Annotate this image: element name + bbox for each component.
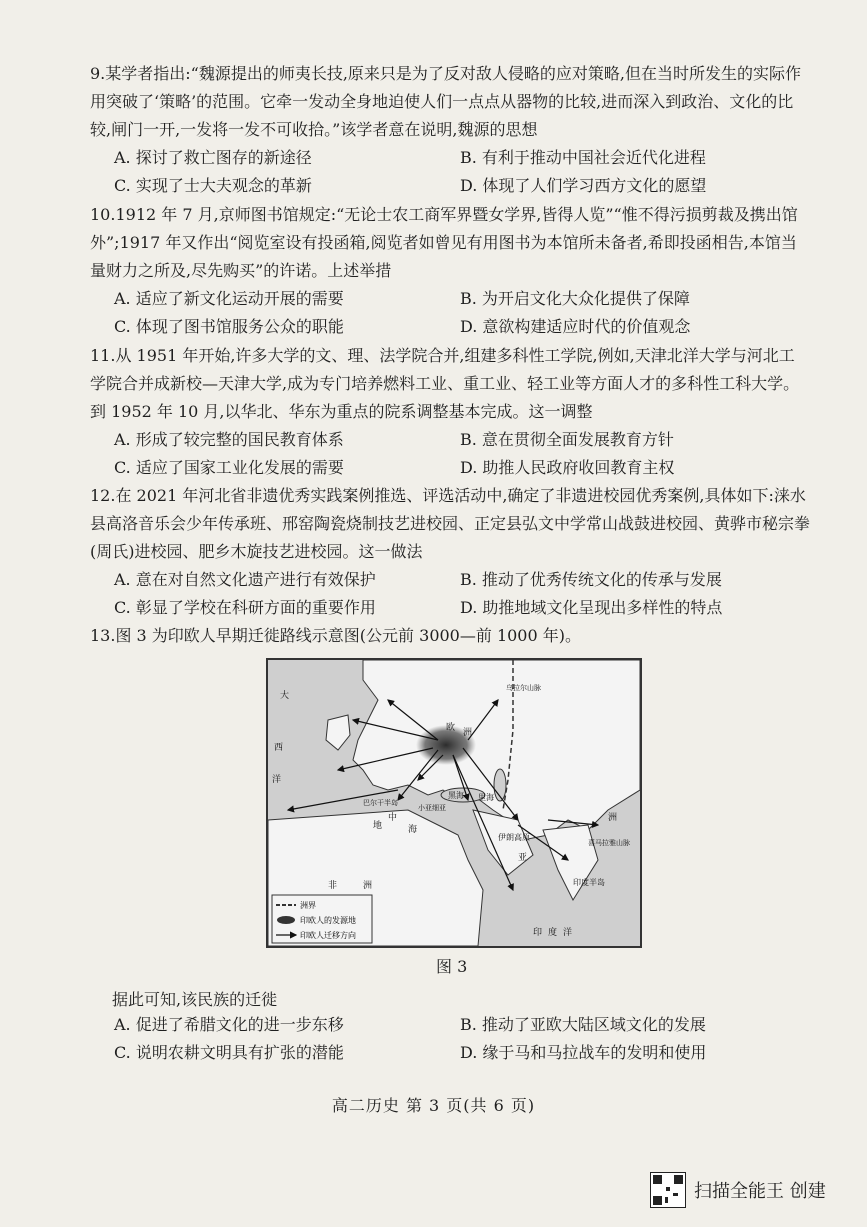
question-stem: 10.1912 年 7 月,京师图书馆规定:“无论士农工商军界暨女学界,皆得人览”“惟不得污损剪裁及携出馆外”;1917 年又作出“阅览室设有投函箱,阅览者如曾见有用图书为本馆所未备者,希即投函相告,本馆当量财力之所及,尽先购买”的许诺。上述举措 <box>90 205 798 280</box>
option-c[interactable]: C. 适应了国家工业化发展的需要 <box>114 458 344 477</box>
migration-map <box>266 658 642 948</box>
map-label: 小亚细亚 <box>418 804 446 812</box>
map-label: 里海 <box>478 793 494 802</box>
map-label: 洲 <box>463 728 473 738</box>
option-d[interactable]: D. 助推地域文化呈现出多样性的特点 <box>460 598 723 617</box>
map-label: 地 <box>373 821 383 831</box>
option-b[interactable]: B. 推动了优秀传统文化的传承与发展 <box>460 570 722 589</box>
map-label: 印度半岛 <box>573 878 605 887</box>
option-a[interactable]: A. 促进了希腊文化的进一步东移 <box>114 1015 344 1034</box>
option-b[interactable]: B. 意在贯彻全面发展教育方针 <box>460 430 674 449</box>
qr-code-icon <box>650 1172 686 1208</box>
map-label: 度 <box>548 928 558 938</box>
figure-caption: 图 3 <box>436 957 468 976</box>
origin-legend-swatch <box>277 916 295 924</box>
question-12 <box>90 482 810 622</box>
question-follow-up: 据此可知,该民族的迁徙 <box>112 990 278 1009</box>
legend-label: 印欧人迁移方向 <box>300 931 356 940</box>
scanner-watermark <box>650 1172 826 1208</box>
scanner-label: 扫描全能王 创建 <box>694 1181 826 1202</box>
question-13 <box>90 622 810 650</box>
option-row <box>90 172 810 200</box>
option-c[interactable]: C. 体现了图书馆服务公众的职能 <box>114 317 344 336</box>
map-label: 伊朗高原 <box>498 833 530 842</box>
map-label: 西 <box>274 743 284 753</box>
question-stem: 11.从 1951 年开始,许多大学的文、理、法学院合并,组建多科性工学院,例如,天津北洋大学与河北工学院合并成新校—天津大学,成为专门培养燃料工业、重工业、轻工业等方面人才的多科性工科大学。到 1952 年 10 月,以华北、华东为重点的院系调整基本完成。这一调整 <box>90 346 800 421</box>
option-c[interactable]: C. 实现了士大夫观念的革新 <box>114 176 312 195</box>
question-stem: 9.某学者指出:“魏源提出的师夷长技,原来只是为了反对敌人侵略的应对策略,但在当时所发生的实际作用突破了‘策略’的范围。它牵一发动全身地迫使人们一点点从器物的比较,进而深入到政治、文化的比较,闸门一开,一发将一发不可收拾。”该学者意在说明,魏源的思想 <box>90 64 802 139</box>
question-11 <box>90 342 810 482</box>
map-legend <box>272 895 372 943</box>
legend-label: 洲界 <box>300 901 316 910</box>
option-row <box>90 1012 810 1040</box>
option-b[interactable]: B. 为开启文化大众化提供了保障 <box>460 289 690 308</box>
option-d[interactable]: D. 意欲构建适应时代的价值观念 <box>460 317 691 336</box>
option-c[interactable]: C. 说明农耕文明具有扩张的潜能 <box>114 1043 344 1062</box>
map-label: 洋 <box>563 928 573 938</box>
map-label: 黑海 <box>448 791 464 800</box>
map-label: 洋 <box>272 775 282 785</box>
option-row <box>90 144 810 172</box>
map-label: 印 <box>533 928 543 938</box>
map-label: 洲 <box>363 881 373 891</box>
option-d[interactable]: D. 助推人民政府收回教育主权 <box>460 458 675 477</box>
option-row <box>90 285 810 313</box>
option-d[interactable]: D. 缘于马和马拉战车的发明和使用 <box>460 1043 707 1062</box>
map-label: 喜马拉雅山脉 <box>588 839 630 847</box>
map-label: 大 <box>280 691 290 701</box>
map-label: 海 <box>408 825 418 835</box>
map-label: 洲 <box>608 813 618 823</box>
option-row <box>90 594 810 622</box>
option-a[interactable]: A. 形成了较完整的国民教育体系 <box>114 430 344 449</box>
option-c[interactable]: C. 彰显了学校在科研方面的重要作用 <box>114 598 376 617</box>
page-footer: 高二历史 第 3 页(共 6 页) <box>331 1096 536 1115</box>
option-row <box>90 426 810 454</box>
map-label: 巴尔干半岛 <box>363 799 398 807</box>
map-label: 亚 <box>518 853 528 863</box>
option-b[interactable]: B. 有利于推动中国社会近代化进程 <box>460 148 706 167</box>
map-label: 非 <box>328 881 338 891</box>
map-label: 中 <box>388 813 398 823</box>
option-row <box>90 313 810 341</box>
option-a[interactable]: A. 探讨了救亡图存的新途径 <box>114 148 312 167</box>
question-9 <box>90 60 810 200</box>
option-row <box>90 1040 810 1068</box>
question-stem: 12.在 2021 年河北省非遗优秀实践案例推选、评选活动中,确定了非遗进校园优秀案例,具体如下:涞水县高洛音乐会少年传承班、邢窑陶瓷烧制技艺进校园、正定县弘文中学常山战鼓进校园、黄骅市秘宗拳(周氏)进校园、肥乡木旋技艺进校园。这一做法 <box>90 486 811 561</box>
option-row <box>90 566 810 594</box>
option-a[interactable]: A. 意在对自然文化遗产进行有效保护 <box>114 570 376 589</box>
question-stem: 13.图 3 为印欧人早期迁徙路线示意图(公元前 3000—前 1000 年)。 <box>90 626 581 645</box>
option-a[interactable]: A. 适应了新文化运动开展的需要 <box>114 289 344 308</box>
option-b[interactable]: B. 推动了亚欧大陆区域文化的发展 <box>460 1015 706 1034</box>
question-10 <box>90 201 810 341</box>
option-row <box>90 454 810 482</box>
question-13-options <box>90 1012 810 1068</box>
option-d[interactable]: D. 体现了人们学习西方文化的愿望 <box>460 176 707 195</box>
legend-label: 印欧人的发源地 <box>300 916 356 925</box>
map-label: 乌拉尔山脉 <box>506 684 541 692</box>
map-label: 欧 <box>446 723 456 733</box>
